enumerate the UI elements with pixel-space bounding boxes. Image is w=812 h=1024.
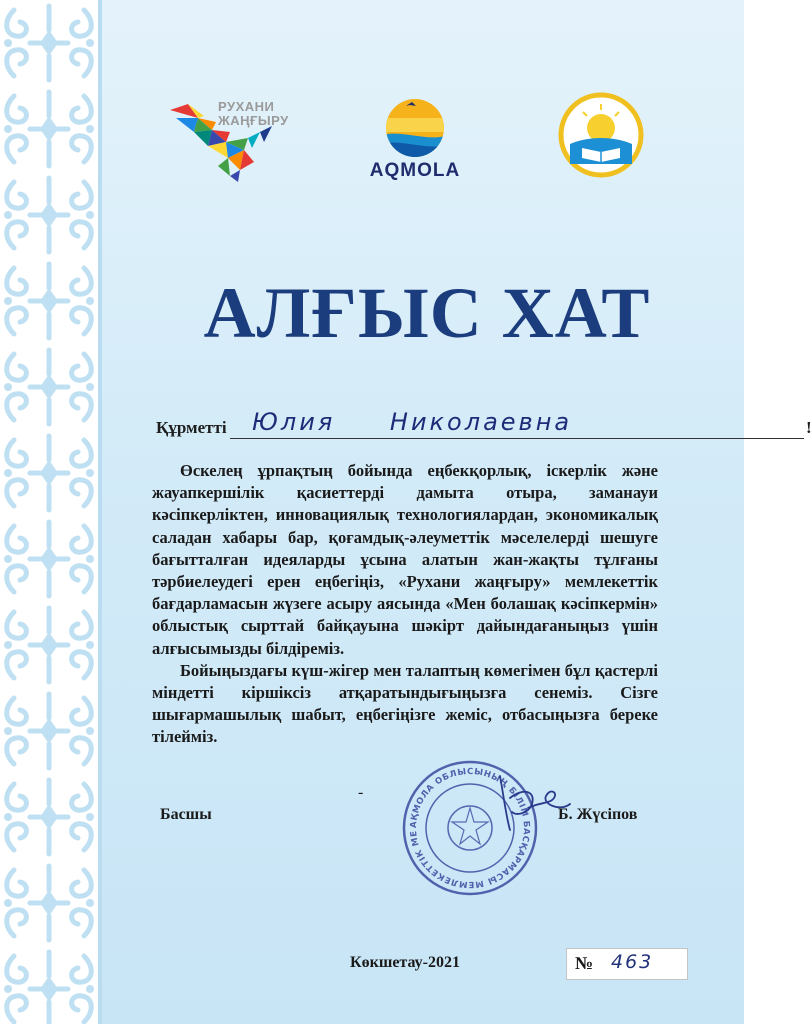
education-department-emblem — [558, 92, 644, 178]
ornament-pattern-icon — [0, 0, 98, 1024]
gratitude-paragraph-1: Өскелең ұрпақтың бойында еңбекқорлық, іскерлік және жауапкершілік қасиеттерді дамыта отыра, заманауи кәсіпкерліктен, инновациялық технологиялардан, экономикалық саладан хабары бар, қоғамдық-әлеуметтік мәселелерді шешуге бағытталған идеяларды ұсына алатын жан-жақты тұлғаны тәрбиелеудегі ерен еңбегіңіз, «Рухани жаңғыру» мемлекеттік бағдарламасын жүзеге асыру аясында «Мен болашақ кәсіпкермін» облыстық сырттай байқауына шәкірт дайындағаныңыз үшін алғысымызды білдіреміз. — [152, 461, 658, 658]
aqmola-emblem-icon — [360, 96, 470, 160]
city-year: Көкшетау-2021 — [350, 954, 460, 971]
aqmola-logo-text: AQMOLA — [369, 160, 461, 181]
certificate-title: АЛҒЫС ХАТ — [203, 273, 651, 353]
ornament-border — [0, 0, 98, 1024]
signature-scribble-icon — [470, 768, 590, 838]
signature-dash: - — [358, 784, 364, 801]
rukhani-line2: ЖАҢҒЫРУ — [218, 113, 289, 128]
address-exclamation: ! — [806, 418, 812, 437]
education-emblem-icon — [558, 92, 644, 178]
recipient-underline — [230, 438, 804, 439]
gratitude-text — [152, 460, 658, 749]
number-sign: № — [575, 953, 594, 973]
number-value: 463 — [611, 951, 654, 973]
address-label: Құрметті — [156, 418, 227, 437]
recipient-name: Юлия Николаевна — [252, 408, 573, 436]
certificate-number — [566, 948, 688, 980]
gratitude-paragraph-2: Бойыңыздағы күш-жігер мен талаптың көмегімен бұл қастерлі міндетті кіршіксіз атқаратындығыңызға сенеміз. Сізге шығармашылық шабыт, еңбегіңізге жеміс, отбасыңызға береке тілейміз. — [152, 660, 658, 747]
stamp-ring-text: АҚМОЛА ОБЛЫСЫНЫҢ БІЛІМ БАСҚАРМАСЫ МЕМЛЕКЕТТІК МЕ — [408, 766, 532, 890]
ornament-border-line — [98, 0, 102, 1024]
recipient-address — [156, 408, 812, 442]
handwritten-signature — [470, 768, 590, 838]
signatory-name: Б. Жүсіпов — [558, 806, 638, 823]
rukhani-line1: РУХАНИ — [218, 99, 275, 114]
signatory-role: Басшы — [160, 806, 212, 823]
rukhani-logo-text — [218, 100, 308, 128]
